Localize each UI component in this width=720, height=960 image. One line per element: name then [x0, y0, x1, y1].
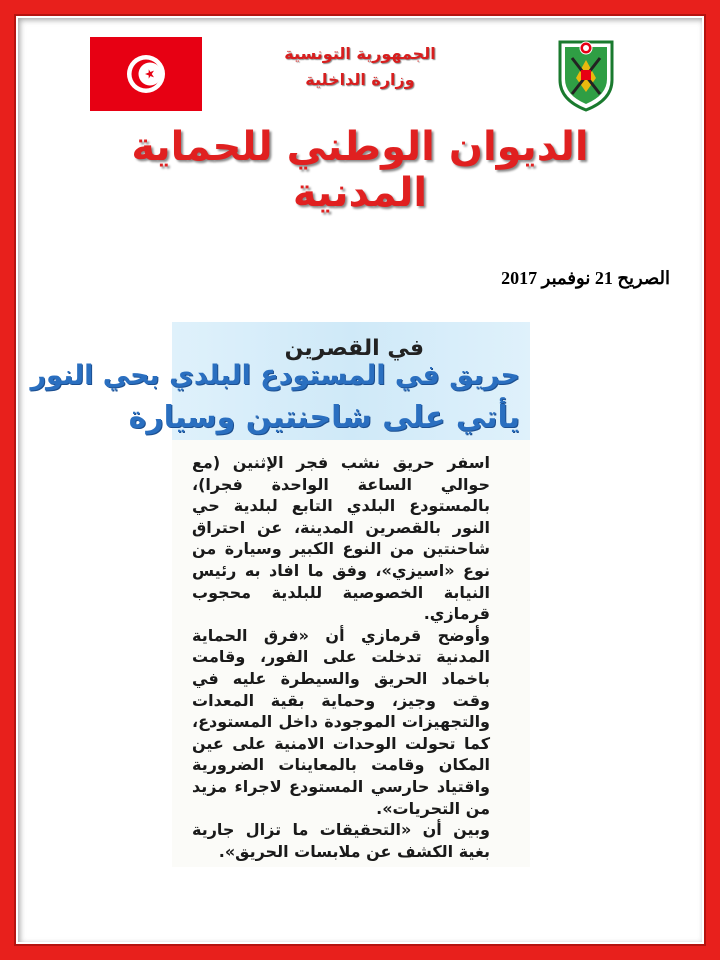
- article-headline-line-1: حريق في المستودع البلدي بحي النور: [30, 360, 520, 391]
- ministry-heading: وزارة الداخلية: [305, 70, 415, 89]
- newspaper-clipping: [30, 322, 530, 867]
- article-body: [192, 452, 510, 862]
- source-dateline: الصريح 21 نوفمبر 2017: [501, 268, 670, 288]
- article-headline-line-2: يأتي على شاحنتين وسيارة: [128, 400, 520, 435]
- article-kicker: في القصرين: [284, 336, 424, 361]
- article-paragraph: وأوضح قرمازي أن «فرق الحماية المدنية تدخلت على الفور، وقامت باخماد الحريق والسيطرة عليه في وقت وجيز، وحماية بقية المعدات والتجهيزات الموجودة داخل المستودع، كما تحولت الوحدات الامنية على عين المكان وقامت بالمعاينات الضرورية واقتياد حارسي المستودع لاجراء مزيد من التحريات».: [192, 625, 490, 818]
- article-paragraph: اسفر حريق نشب فجر الإثنين (مع حوالي الساعة الواحدة فجرا)، بالمستودع البلدي التابع لبلدية حي النور بالقصرين المدينة، عن احتراق شاحنتين من النوع الكبير وسيارة من نوع «اسيزي»، وفق ما افاد به رئيس النيابة الخصوصية للبلدية محجوب قرمازي.: [192, 453, 490, 624]
- tunisia-flag-icon: [90, 37, 202, 111]
- page-title: الديوان الوطني للحماية المدنية: [131, 124, 589, 216]
- civil-protection-emblem-icon: [556, 36, 616, 112]
- republic-heading: الجمهورية التونسية: [284, 44, 436, 63]
- article-paragraph: وبين أن «التحقيقات ما تزال جارية بغية الكشف عن ملابسات الحريق».: [192, 820, 490, 861]
